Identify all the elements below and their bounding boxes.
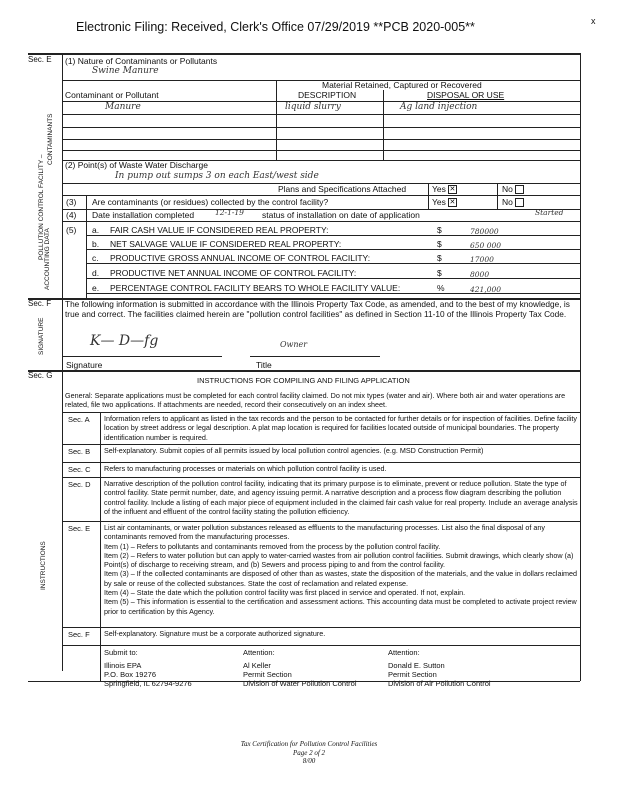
footer-code: 8/00 xyxy=(302,757,316,765)
instruction-section-label: Sec. C xyxy=(68,465,91,474)
accounting-unit: $ xyxy=(437,239,442,249)
item1-value[interactable]: Swine Manure xyxy=(92,66,159,76)
row-contaminant[interactable]: Manure xyxy=(105,102,141,112)
accounting-value[interactable]: 650 000 xyxy=(470,241,502,250)
attention1-label: Attention: xyxy=(243,648,275,657)
sec-g-label: Sec. G xyxy=(28,371,53,380)
accounting-label: FAIR CASH VALUE IF CONSIDERED REAL PROPERTY: xyxy=(110,225,329,235)
submit_to-label: Submit to: xyxy=(104,648,138,657)
attention1-line: Al Keller xyxy=(243,661,271,670)
instruction-section-label: Sec. A xyxy=(68,415,90,424)
footer-title: Tax Certification for Pollution Control Facilities xyxy=(240,740,378,748)
sec-f-label: Sec. F xyxy=(28,299,52,308)
instruction-section-text: Information refers to applicant as listed in the tax records and the person to be contacted for further details or for inspection of facilities. Define facility location by street address or legal description. A plat map location is required for facilities located outside of municipal boundaries. The property identification number is required. xyxy=(104,414,578,442)
accounting-letter: b. xyxy=(92,239,100,249)
accounting-letter: a. xyxy=(92,225,100,235)
instruction-section-text: List air contaminants, or water pollution substances released as effluents to the manufacturing processes. List also the final disposal of any contaminants removed from the manufacturing processes. Item (1) – Refers to pollutants and contaminants removed from the process by the pollution control facility. Item (2) – Refers to water pollution but can apply to water-carried wastes from air pollution control facilities. Submit drawings, which clearly show (a) Point(s) of discharge to receiving stream, and (b) Sewers and process piping to and from the control facility. Item (3) – If the collected contaminants are disposed of other than as wastes, state the disposition of the materials, and the value in dollars reclaimed by sale or reuse of the collected substances. State the cost of reclamation and related expense. Item (4) – State the date which the pollution control facility was first placed in service and operated. If not, explain. Item (5) – This information is essential to the certification and assessment actions. This accounting data must be completed to activate project review prior to certification by this Agency. xyxy=(104,523,578,616)
plans-yes-checkbox[interactable]: ✕ xyxy=(449,186,456,194)
plans-no[interactable] xyxy=(502,184,524,194)
item3-no-checkbox[interactable] xyxy=(515,198,524,207)
instructions-title: INSTRUCTIONS FOR COMPILING AND FILING APPLICATION xyxy=(197,376,410,385)
item4-num: (4) xyxy=(66,210,77,220)
accounting-unit: $ xyxy=(437,268,442,278)
accounting-unit: $ xyxy=(437,253,442,263)
accounting-value[interactable]: 421,000 xyxy=(470,285,502,294)
general-instructions: General: Separate applications must be completed for each control facility claimed. Do not mix types (water and air). Where both air and water operations are related, file two applications. If attachments are needed, record their consecutively on an index sheet. xyxy=(65,391,566,410)
plans-no-label: No xyxy=(502,184,513,194)
sec-e-side-label-3: ACCOUNTING DATA xyxy=(44,228,51,290)
accounting-label: NET SALVAGE VALUE IF CONSIDERED REAL PROPERTY: xyxy=(110,239,342,249)
instruction-section-label: Sec. B xyxy=(68,447,91,456)
item4-status-label: status of installation on date of application xyxy=(262,210,420,220)
attention2-line: Permit Section xyxy=(388,670,437,679)
item3-no-label: No xyxy=(502,197,513,207)
submit_to-line: Springfield, IL 62794-9276 xyxy=(104,679,192,688)
accounting-label: PERCENTAGE CONTROL FACILITY BEARS TO WHOLE FACILITY VALUE: xyxy=(110,283,401,293)
attention1-line: Permit Section xyxy=(243,670,292,679)
accounting-label: PRODUCTIVE GROSS ANNUAL INCOME OF CONTROL FACILITY: xyxy=(110,253,371,263)
item3-yes-checkbox[interactable]: ✕ xyxy=(449,199,456,207)
plans-yes[interactable] xyxy=(432,184,457,194)
instruction-section-text: Narrative description of the pollution control facility, indicating that its primary purpose is to eliminate, prevent or reduce pollution. State the type of control facility. State permit number, date, and agency issuing permit. A narrative description and a process flow diagram describing the pollution control facility. Include a listing of each major piece of equipment included in the claimed fair cash value for real property. Include an average analysis of the influent and effluent of the control facility stating the pollution efficiency. xyxy=(104,479,578,516)
attention2-label: Attention: xyxy=(388,648,420,657)
corner-mark: x xyxy=(591,16,596,26)
material-header: Material Retained, Captured or Recovered xyxy=(322,80,482,90)
plans-label: Plans and Specifications Attached xyxy=(278,184,407,194)
item3-yes-label: Yes xyxy=(432,197,446,207)
accounting-letter: c. xyxy=(92,253,99,263)
sec-e-label: Sec. E xyxy=(28,55,52,64)
item4-date[interactable]: 12-1-19 xyxy=(215,208,244,217)
plans-no-checkbox[interactable] xyxy=(515,185,524,194)
instruction-section-label: Sec. E xyxy=(68,524,91,533)
signature-image: K— D—fg xyxy=(90,333,159,349)
accounting-unit: $ xyxy=(437,225,442,235)
accounting-label: PRODUCTIVE NET ANNUAL INCOME OF CONTROL FACILITY: xyxy=(110,268,357,278)
col-contaminant: Contaminant or Pollutant xyxy=(65,90,159,100)
sec-g-side-label: INSTRUCTIONS xyxy=(40,541,47,590)
title-value[interactable]: Owner xyxy=(280,340,308,349)
item3-yes[interactable] xyxy=(432,197,457,207)
title-label: Title xyxy=(256,360,272,370)
instruction-section-text: Refers to manufacturing processes or materials on which pollution control facility is used. xyxy=(104,464,387,473)
attention1-line: Division of Water Pollution Control xyxy=(243,679,357,688)
col-description: DESCRIPTION xyxy=(298,90,357,100)
instruction-section-label: Sec. F xyxy=(68,630,90,639)
attention2-line: Donald E. Sutton xyxy=(388,661,445,670)
item2-label: (2) Point(s) of Waste Water Discharge xyxy=(65,160,208,170)
accounting-value[interactable]: 8000 xyxy=(470,270,490,279)
item3-label: Are contaminants (or residues) collected by the control facility? xyxy=(92,197,329,207)
item3-no[interactable] xyxy=(502,197,524,207)
row-disposal[interactable]: Ag land injection xyxy=(400,102,478,112)
instruction-section-label: Sec. D xyxy=(68,480,91,489)
sec-e-side-label-2: CONTAMINANTS xyxy=(47,113,54,165)
item5-num: (5) xyxy=(66,225,77,235)
sec-f-text: The following information is submitted in accordance with the Illinois Property Tax Code, as amended, and to the best of my knowledge, is true and correct. The facilities claimed herein are "pollution control facilities" as defined in Section 11-10 of the Illinois Property Tax Code. xyxy=(65,299,570,319)
accounting-letter: d. xyxy=(92,268,100,278)
col-disposal: DISPOSAL OR USE xyxy=(427,90,505,100)
sec-e-side-label-1: POLLUTION CONTROL FACILITY – xyxy=(38,154,45,260)
item2-value[interactable]: In pump out sumps 3 on each East/west side xyxy=(115,171,319,181)
submit_to-line: P.O. Box 19276 xyxy=(104,670,156,679)
attention2-line: Division of Air Pollution Control xyxy=(388,679,491,688)
accounting-letter: e. xyxy=(92,283,100,293)
item4-label: Date installation completed xyxy=(92,210,195,220)
accounting-value[interactable]: 780000 xyxy=(470,227,499,236)
accounting-unit: % xyxy=(437,283,445,293)
footer-page: Page 2 of 2 xyxy=(292,749,326,757)
instruction-section-text: Self-explanatory. Submit copies of all permits issued by local pollution control agencies. (e.g. MSD Construction Permit) xyxy=(104,446,484,455)
row-description[interactable]: liquid slurry xyxy=(285,102,341,112)
signature-label: Signature xyxy=(66,360,103,370)
item1-label: (1) Nature of Contaminants or Pollutants xyxy=(65,56,218,66)
accounting-value[interactable]: 17000 xyxy=(470,255,494,264)
item4-status[interactable]: Started xyxy=(535,208,564,217)
filing-stamp: Electronic Filing: Received, Clerk's Office 07/29/2019 **PCB 2020-005** xyxy=(76,20,475,34)
instruction-section-text: Self-explanatory. Signature must be a corporate authorized signature. xyxy=(104,629,326,638)
submit_to-line: Illinois EPA xyxy=(104,661,142,670)
item3-num: (3) xyxy=(66,197,77,207)
sec-f-side-label: SIGNATURE xyxy=(38,317,45,355)
plans-yes-label: Yes xyxy=(432,184,446,194)
